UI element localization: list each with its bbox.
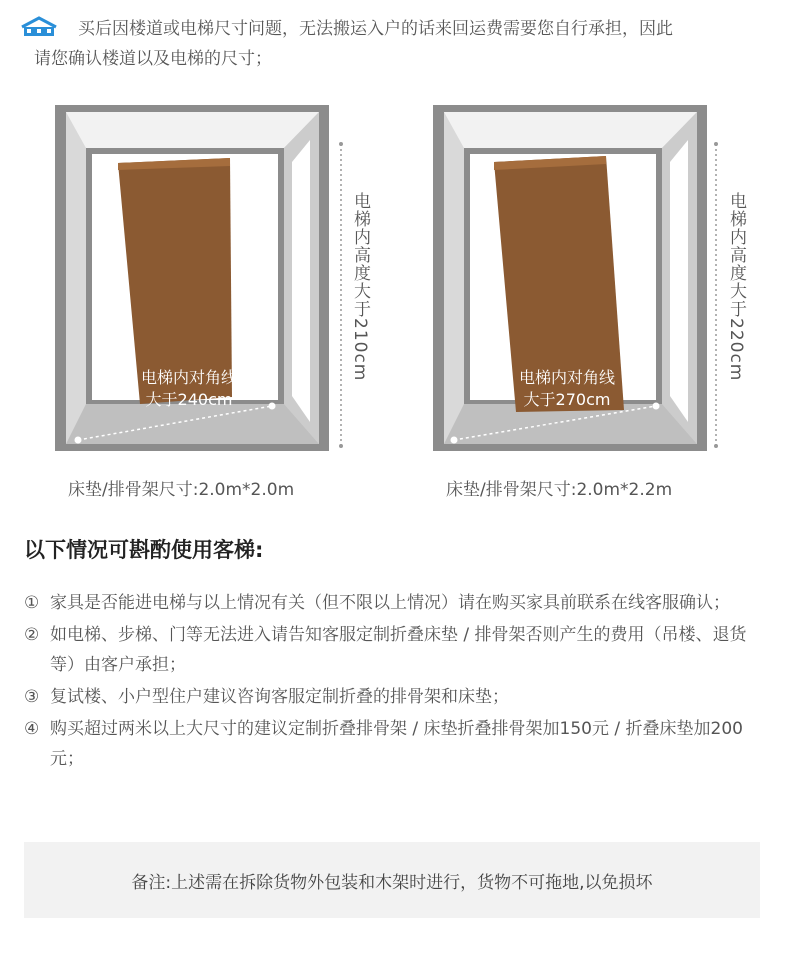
diagonal-label-2 bbox=[502, 367, 632, 411]
rule-text: 家具是否能进电梯与以上情况有关（但不限以上情况）请在购买家具前联系在线客服确认； bbox=[50, 593, 730, 613]
intro-line-1: 买后因楼道或电梯尺寸问题，无法搬运入户的话来回运费需要您自行承担，因此 bbox=[78, 19, 673, 39]
rule-text: 如电梯、步梯、门等无法进入请告知客服定制折叠床垫 / 排骨架否则产生的费用（吊楼、退货等）由客户承担； bbox=[50, 625, 747, 675]
list-item bbox=[24, 620, 769, 680]
diagonal-label-2-line2: 大于270cm bbox=[523, 390, 611, 409]
rule-number: ① bbox=[24, 593, 40, 613]
diagonal-label-2-line1: 电梯内对角线 bbox=[518, 368, 615, 387]
rule-text: 购买超过两米以上大尺寸的建议定制折叠排骨架 / 床垫折叠排骨架加150元 / 折叠床垫加200元； bbox=[50, 719, 743, 769]
height-label-1: 电梯内高度大于210cm bbox=[350, 192, 370, 382]
height-label-2: 电梯内高度大于220cm bbox=[726, 192, 746, 382]
diagonal-label-1-line1: 电梯内对角线 bbox=[140, 368, 237, 387]
size-label-1: 床垫/排骨架尺寸:2.0m*2.0m bbox=[68, 480, 295, 500]
intro-line-2: 请您确认楼道以及电梯的尺寸； bbox=[34, 49, 272, 69]
list-item bbox=[24, 588, 769, 618]
intro-text bbox=[34, 14, 774, 74]
rule-number: ② bbox=[24, 625, 40, 645]
diagonal-label-1 bbox=[124, 367, 254, 411]
size-label-2: 床垫/排骨架尺寸:2.0m*2.2m bbox=[446, 480, 673, 500]
rule-number: ④ bbox=[24, 719, 40, 739]
elevator-diagram-1 bbox=[52, 100, 370, 460]
rules-list bbox=[24, 588, 769, 776]
rule-text: 复试楼、小户型住户建议咨询客服定制折叠的排骨架和床垫； bbox=[50, 687, 509, 707]
note-box bbox=[24, 842, 760, 918]
diagonal-label-1-line2: 大于240cm bbox=[145, 390, 233, 409]
elevator-diagram-2 bbox=[430, 100, 746, 460]
note-text: 备注:上述需在拆除货物外包装和木架时进行，货物不可拖地,以免损坏 bbox=[131, 872, 653, 893]
list-item bbox=[24, 682, 769, 712]
section-title: 以下情况可斟酌使用客梯: bbox=[24, 538, 264, 562]
rule-number: ③ bbox=[24, 687, 40, 707]
list-item bbox=[24, 714, 769, 774]
